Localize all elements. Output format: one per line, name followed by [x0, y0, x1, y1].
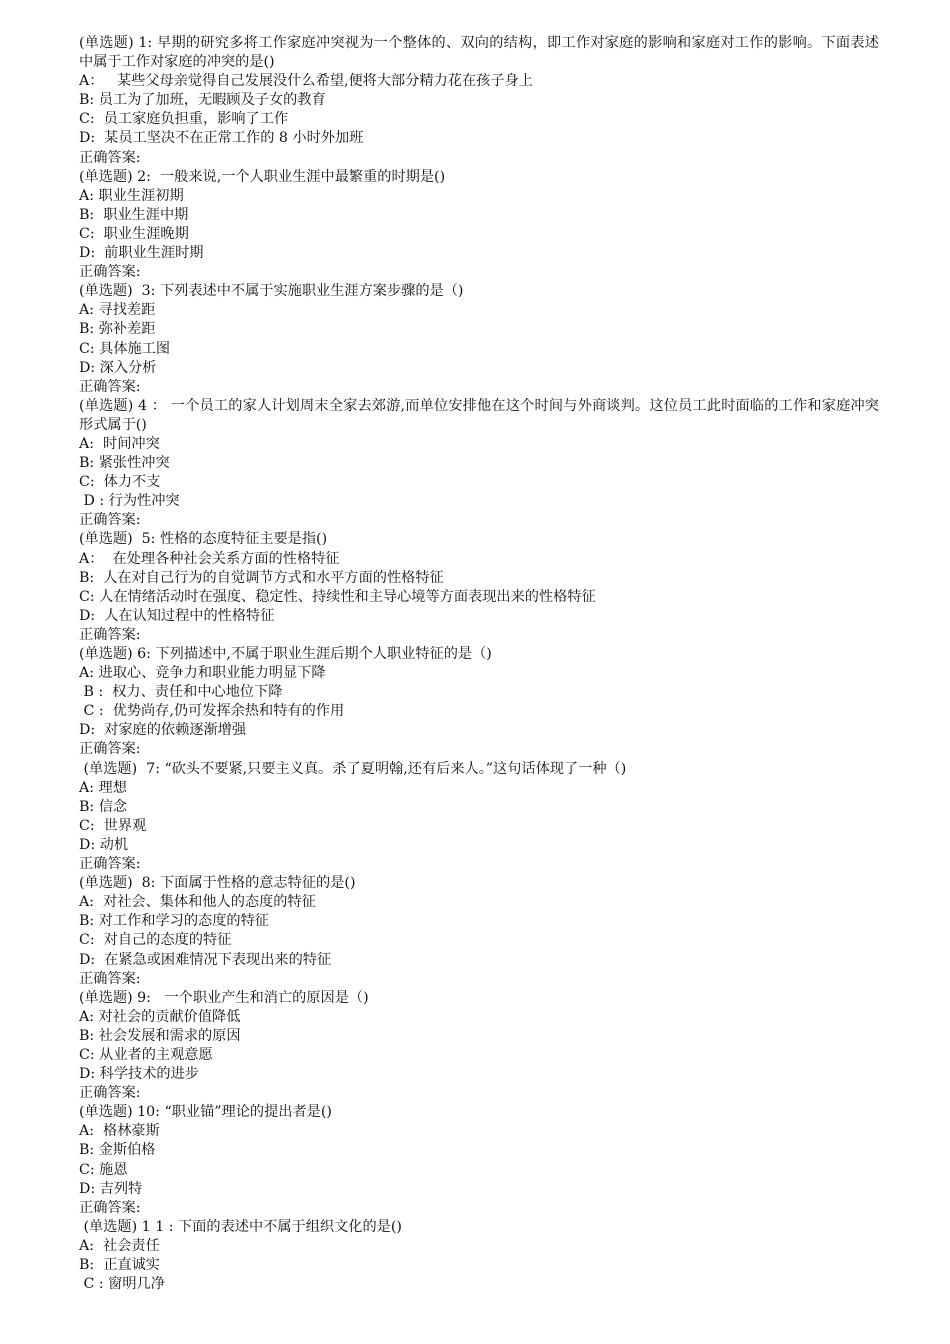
question-stem: (单选题) 5: 性格的态度特征主要是指() [79, 531, 328, 548]
question-block [79, 760, 879, 875]
answer-option: B: 信念 [79, 798, 128, 815]
question-block [79, 34, 879, 168]
correct-answer-label: 正确答案: [79, 1199, 141, 1216]
answer-option: A： 在处理各种社会关系方面的性格特征 [79, 550, 340, 567]
answer-option: D: 前职业生涯时期 [79, 245, 204, 262]
answer-option: A: 格林豪斯 [79, 1123, 160, 1140]
answer-option: C: 体力不支 [79, 474, 161, 491]
answer-option: C: 对自己的态度的特征 [79, 932, 232, 949]
answer-option: C: 世界观 [79, 817, 147, 834]
correct-answer-label: 正确答案: [79, 264, 141, 281]
answer-option: C: 施恩 [79, 1161, 128, 1178]
question-stem: (单选题) 1 1 : 下面的表述中不属于组织文化的是() [79, 1218, 402, 1235]
question-block [79, 645, 879, 760]
answer-option: A: 社会责任 [79, 1237, 160, 1254]
question-block [79, 989, 879, 1104]
answer-option: A: 对社会、集体和他人的态度的特征 [79, 894, 316, 911]
answer-option: D : 行为性冲突 [79, 493, 180, 510]
answer-option: A: 寻找差距 [79, 302, 156, 319]
answer-option: A: 对社会的贡献价值降低 [79, 1008, 241, 1025]
question-block [79, 530, 879, 645]
answer-option: D: 动机 [79, 836, 129, 853]
question-stem: (单选题) 9: 一个职业产生和消亡的原因是（) [79, 989, 369, 1006]
answer-option: C: 从业者的主观意愿 [79, 1046, 213, 1063]
question-block [79, 1218, 879, 1294]
correct-answer-label: 正确答案: [79, 970, 141, 987]
answer-option: A： 某些父母亲觉得自己发展没什么希望,便将大部分精力花在孩子身上 [79, 73, 533, 90]
answer-option: B: 正直诚实 [79, 1257, 160, 1273]
answer-option: D: 某员工坚决不在正常工作的 8 小时外加班 [79, 130, 364, 147]
answer-option: B: 弥补差距 [79, 321, 156, 338]
question-block [79, 1103, 879, 1218]
document-page [79, 34, 879, 1294]
question-stem: (单选题) 1: 早期的研究多将工作家庭冲突视为一个整体的、双向的结构，即工作对家庭的影响和家庭对工作的影响。下面表述中属于工作对家庭的冲突的是() [79, 35, 879, 71]
question-block [79, 397, 879, 531]
correct-answer-label: 正确答案: [79, 626, 141, 643]
answer-option: B: 对工作和学习的态度的特征 [79, 913, 269, 930]
answer-option: D: 对家庭的依赖逐渐增强 [79, 722, 247, 739]
correct-answer-label: 正确答案: [79, 741, 141, 758]
correct-answer-label: 正确答案: [79, 149, 141, 166]
answer-option: C: 职业生涯晚期 [79, 225, 189, 242]
question-stem: (单选题) 8: 下面属于性格的意志特征的是() [79, 875, 356, 892]
answer-option: D: 深入分析 [79, 359, 157, 376]
answer-option: B : 权力、责任和中心地位下降 [79, 684, 283, 701]
question-stem: (单选题) 10: “职业锚”理论的提出者是() [79, 1104, 332, 1121]
answer-option: B: 社会发展和需求的原因 [79, 1027, 241, 1044]
question-block [79, 282, 879, 397]
answer-option: A: 时间冲突 [79, 435, 160, 452]
answer-option: C: 人在情绪活动时在强度、稳定性、持续性和主导心境等方面表现出来的性格特征 [79, 588, 596, 605]
answer-option: B: 紧张性冲突 [79, 455, 170, 472]
question-stem: (单选题) 2: 一般来说,一个人职业生涯中最繁重的时期是() [79, 168, 446, 185]
correct-answer-label: 正确答案: [79, 512, 141, 529]
answer-option: C: 员工家庭负担重，影响了工作 [79, 111, 289, 128]
answer-option: B: 金斯伯格 [79, 1142, 156, 1159]
answer-option: A: 理想 [79, 779, 127, 796]
question-block [79, 874, 879, 989]
answer-option: C : 优势尚存,仍可发挥余热和特有的作用 [79, 703, 345, 720]
question-stem: (单选题) 7: “砍头不要紧,只要主义真。杀了夏明翰,还有后来人。”这句话体现了一种（) [79, 760, 627, 777]
question-stem: (单选题) 3: 下列表述中不属于实施职业生涯方案步骤的是（) [79, 283, 464, 300]
question-stem: (单选题) 4 ： 一个员工的家人计划周末全家去郊游,而单位安排他在这个时间与外商谈判。这位员工此时面临的工作和家庭冲突形式属于() [79, 397, 879, 433]
answer-option: D: 人在认知过程中的性格特征 [79, 607, 275, 624]
correct-answer-label: 正确答案: [79, 856, 141, 873]
answer-option: A: 进取心、竞争力和职业能力明显下降 [79, 665, 326, 682]
answer-option: B: 员工为了加班，无暇顾及子女的教育 [79, 92, 326, 109]
answer-option: C : 窗明几净 [79, 1276, 165, 1293]
answer-option: D: 科学技术的进步 [79, 1066, 199, 1083]
answer-option: C: 具体施工图 [79, 340, 171, 357]
question-block [79, 168, 879, 283]
answer-option: B: 职业生涯中期 [79, 206, 189, 223]
answer-option: A: 职业生涯初期 [79, 187, 184, 204]
correct-answer-label: 正确答案: [79, 1085, 141, 1102]
answer-option: D: 在紧急或困难情况下表现出来的特征 [79, 951, 332, 968]
answer-option: B: 人在对自己行为的自觉调节方式和水平方面的性格特征 [79, 569, 444, 586]
correct-answer-label: 正确答案: [79, 378, 141, 395]
answer-option: D: 吉列特 [79, 1180, 143, 1197]
question-stem: (单选题) 6: 下列描述中,不属于职业生涯后期个人职业特征的是（) [79, 646, 492, 662]
